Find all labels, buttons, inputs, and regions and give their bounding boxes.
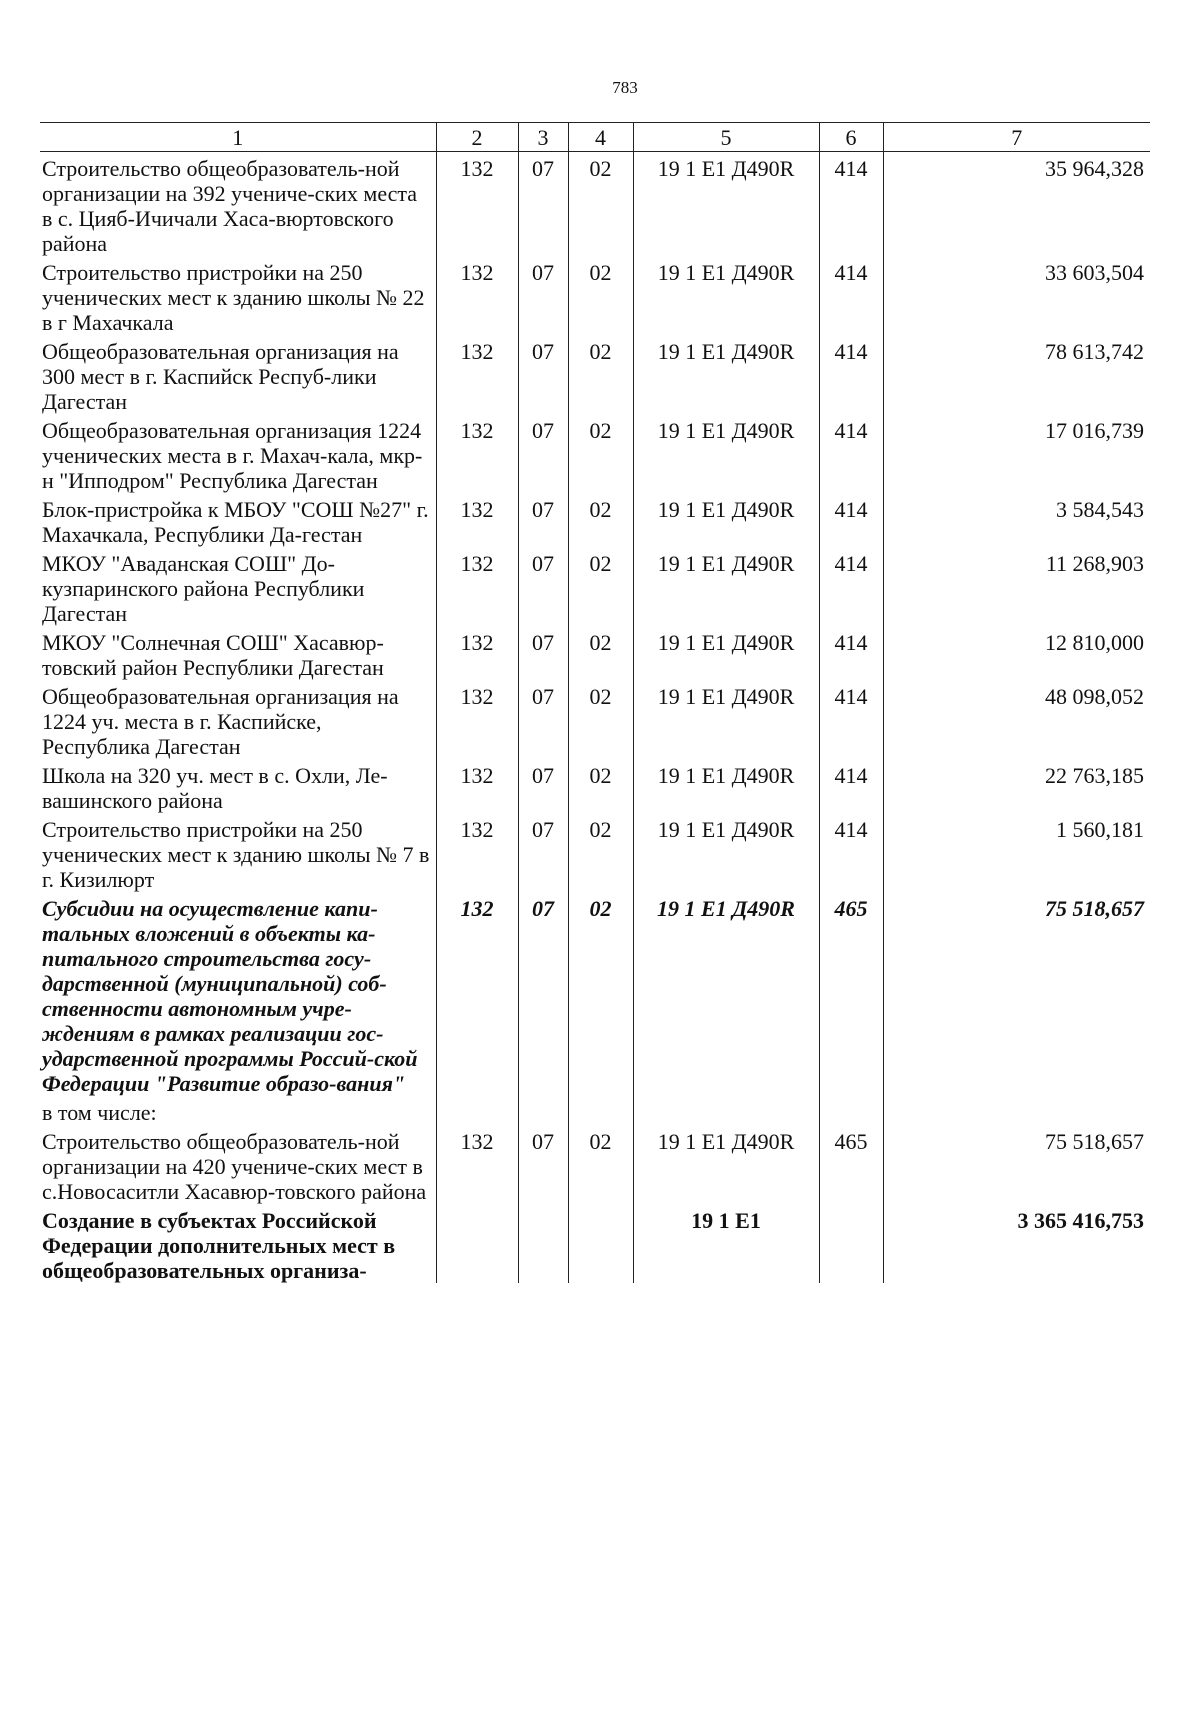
cell-3: 07 [518,1125,568,1204]
cell-7: 75 518,657 [883,1125,1150,1204]
column-header-5: 5 [633,123,819,152]
cell-5: 19 1 E1 Д490R [633,1125,819,1204]
cell-4: 02 [568,152,633,257]
cell-6 [819,1096,883,1125]
cell-2: 132 [436,759,518,813]
cell-3: 07 [518,256,568,335]
table-row [40,680,1150,759]
cell-2: 132 [436,256,518,335]
cell-5: 19 1 E1 Д490R [633,335,819,414]
cell-3: 07 [518,626,568,680]
table-row [40,626,1150,680]
cell-2: 132 [436,335,518,414]
cell-4: 02 [568,256,633,335]
cell-4: 02 [568,493,633,547]
row-name: Строительство пристройки на 250 ученических мест к зданию школы № 22 в г Махачкала [42,260,425,335]
cell-5: 19 1 E1 Д490R [633,759,819,813]
cell-2: 132 [436,493,518,547]
cell-3: 07 [518,335,568,414]
cell-6: 414 [819,414,883,493]
table-row-total [40,1204,1150,1283]
table-row [40,335,1150,414]
column-header-2: 2 [436,123,518,152]
cell-7: 3 584,543 [883,493,1150,547]
cell-6 [819,1204,883,1283]
cell-3: 07 [518,813,568,892]
cell-6: 414 [819,680,883,759]
row-name: Субсидии на осуществление капи-тальных вложений в объекты ка-питального строительства госу-дарственной (муниципальной) соб-ственности автономным учре-ждениям в рамках реализации гос-ударственной программы Россий-ской Федерации "Развитие образо-вания" [42,896,418,1096]
cell-5: 19 1 E1 Д490R [633,547,819,626]
cell-4: 02 [568,813,633,892]
cell-7 [883,1096,1150,1125]
cell-3: 07 [518,414,568,493]
cell-3: 07 [518,493,568,547]
cell-4: 02 [568,335,633,414]
cell-2: 132 [436,152,518,257]
cell-6: 465 [819,1125,883,1204]
cell-2: 132 [436,892,518,1096]
table-row [40,152,1150,257]
column-number-header [40,123,1150,152]
cell-4: 02 [568,1125,633,1204]
row-name: Строительство пристройки на 250 ученических мест к зданию школы № 7 в г. Кизилюрт [42,817,430,892]
cell-5: 19 1 E1 Д490R [633,414,819,493]
cell-7: 33 603,504 [883,256,1150,335]
cell-6: 414 [819,626,883,680]
column-header-1: 1 [40,123,436,152]
cell-3: 07 [518,680,568,759]
cell-7: 11 268,903 [883,547,1150,626]
cell-7: 3 365 416,753 [883,1204,1150,1283]
cell-5: 19 1 E1 Д490R [633,152,819,257]
cell-4: 02 [568,680,633,759]
row-name: Общеобразовательная организация на 300 мест в г. Каспийск Респуб-лики Дагестан [42,339,399,414]
cell-7: 17 016,739 [883,414,1150,493]
cell-2 [436,1096,518,1125]
cell-5 [633,1096,819,1125]
table-row [40,1125,1150,1204]
cell-4 [568,1204,633,1283]
row-name: Общеобразовательная организация 1224 ученических места в г. Махач-кала, мкр-н "Ипподром" Республика Дагестан [42,418,423,493]
table-row [40,759,1150,813]
cell-6: 414 [819,813,883,892]
cell-7: 35 964,328 [883,152,1150,257]
column-header-7: 7 [883,123,1150,152]
cell-5: 19 1 E1 Д490R [633,256,819,335]
budget-table [40,122,1150,1283]
table-row [40,414,1150,493]
page-number: 783 [612,78,638,97]
cell-2: 132 [436,680,518,759]
cell-7: 1 560,181 [883,813,1150,892]
cell-4: 02 [568,759,633,813]
cell-7: 75 518,657 [883,892,1150,1096]
row-name: в том числе: [42,1100,157,1125]
cell-2: 132 [436,813,518,892]
cell-4: 02 [568,892,633,1096]
cell-6: 414 [819,335,883,414]
table-row-including [40,1096,1150,1125]
cell-4 [568,1096,633,1125]
cell-4: 02 [568,414,633,493]
cell-4: 02 [568,626,633,680]
cell-3: 07 [518,152,568,257]
cell-3: 07 [518,759,568,813]
cell-6: 414 [819,256,883,335]
column-header-3: 3 [518,123,568,152]
cell-5: 19 1 E1 Д490R [633,493,819,547]
cell-4: 02 [568,547,633,626]
cell-7: 12 810,000 [883,626,1150,680]
column-header-4: 4 [568,123,633,152]
cell-2: 132 [436,414,518,493]
cell-7: 48 098,052 [883,680,1150,759]
cell-5: 19 1 E1 Д490R [633,892,819,1096]
cell-6: 414 [819,493,883,547]
cell-3 [518,1204,568,1283]
table-row [40,813,1150,892]
row-name: Школа на 320 уч. мест в с. Охли, Ле-вашинского района [42,763,388,813]
row-name: Общеобразовательная организация на 1224 уч. места в г. Каспийске, Республика Дагестан [42,684,399,759]
cell-2: 132 [436,1125,518,1204]
row-name: Строительство общеобразователь-ной организации на 420 учениче-ских мест в с.Новосаситли Хасавюр-товского района [42,1129,427,1204]
cell-5: 19 1 E1 Д490R [633,626,819,680]
row-name: МКОУ "Солнечная СОШ" Хасавюр-товский район Республики Дагестан [42,630,384,680]
cell-5: 19 1 E1 Д490R [633,680,819,759]
cell-7: 78 613,742 [883,335,1150,414]
cell-5: 19 1 E1 [633,1204,819,1283]
cell-6: 414 [819,759,883,813]
cell-6: 414 [819,152,883,257]
cell-2: 132 [436,626,518,680]
row-name: Создание в субъектах Российской Федерации дополнительных мест в общеобразовательных организа- [42,1208,396,1283]
table-row [40,547,1150,626]
row-name: Блок-пристройка к МБОУ "СОШ №27" г. Махачкала, Республики Да-гестан [42,497,429,547]
cell-2: 132 [436,547,518,626]
cell-7: 22 763,185 [883,759,1150,813]
cell-3: 07 [518,547,568,626]
cell-2 [436,1204,518,1283]
row-name: МКОУ "Аваданская СОШ" До-кузпаринского района Республики Дагестан [42,551,365,626]
cell-6: 465 [819,892,883,1096]
cell-3: 07 [518,892,568,1096]
table-row [40,256,1150,335]
table-row-subsidy [40,892,1150,1096]
column-header-6: 6 [819,123,883,152]
row-name: Строительство общеобразователь-ной организации на 392 учениче-ских места в с. Цияб-Ичичали Хаса-вюртовского района [42,156,418,256]
cell-3 [518,1096,568,1125]
cell-6: 414 [819,547,883,626]
cell-5: 19 1 E1 Д490R [633,813,819,892]
table-row [40,493,1150,547]
